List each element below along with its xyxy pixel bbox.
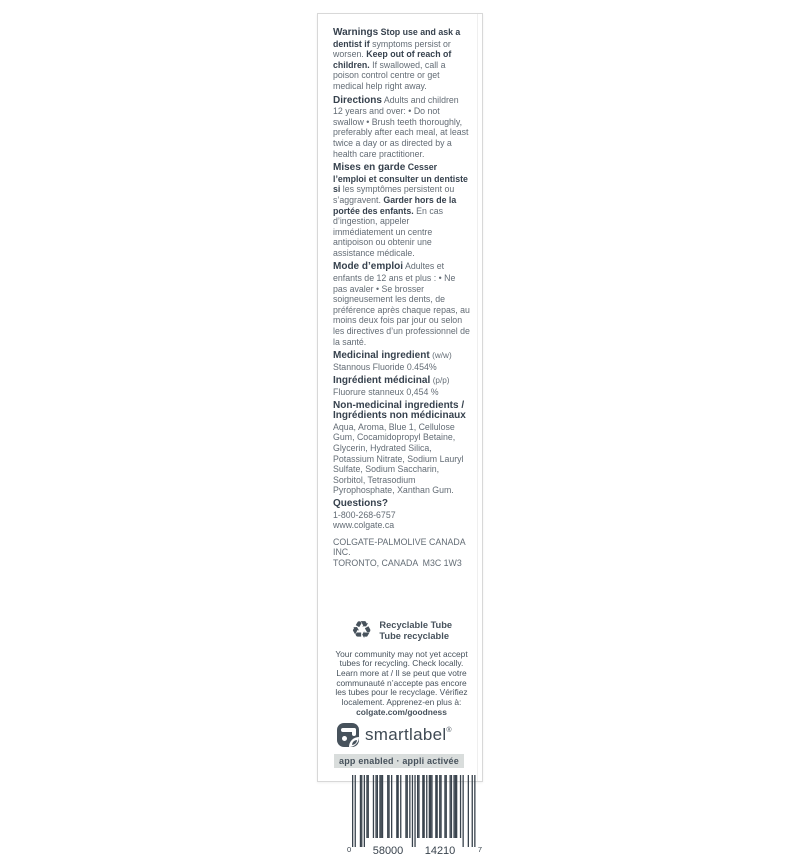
smartlabel-icon-band (341, 728, 356, 732)
medicinal-measure: (w/w) (432, 351, 452, 361)
questions-phone: 1-800-268-6757 (333, 509, 396, 520)
upc-barcode (344, 775, 482, 866)
mises-bold-lead: Cesser l’emploi et consulter un dentiste si (333, 162, 468, 195)
recycling-notice-en: Your community may not yet accept tubes for recycling. Check locally. Learn more at / (335, 648, 468, 678)
warnings-text: symptoms persist or worsen. (333, 38, 451, 60)
questions-section (333, 499, 470, 531)
registered-mark: ® (446, 727, 452, 735)
medicinal-section (333, 350, 470, 372)
non-medicinal-list: Aqua, Aroma, Blue 1, Cellulose Gum, Cocamidopropyl Betaine, Glycerin, Hydrated Silica, Potassium Nitrate, Sodium Lauryl Sulfate, Sodium Saccharin, Sorbitol, Tetrasodium Pyrophosphate, Xanthan Gum. (333, 421, 464, 496)
product-box-back-panel (317, 13, 483, 858)
warnings-heading: Warnings (333, 27, 379, 38)
questions-heading: Questions? (333, 497, 389, 509)
recyclable-tube-label-fr: Tube recyclable (379, 630, 449, 641)
panel-content (318, 14, 482, 866)
directions-text: Adults and children 12 years and over: • Do not swallow • Brush teeth thoroughly, preferably after each meal, at least twice a day or as directed by a health care practitioner. (333, 94, 469, 159)
recycle-icon: ♻ (350, 616, 373, 644)
medicinal-fr-section (333, 375, 470, 397)
non-medicinal-heading-fr: Ingrédients non médicinaux (333, 410, 466, 422)
mode-heading: Mode d’emploi (333, 261, 403, 273)
recyclable-tube-label-en: Recyclable Tube (379, 619, 453, 630)
recycling-notice (333, 650, 470, 718)
barcode-group2: 14210 (424, 845, 456, 858)
warnings-section (333, 27, 470, 92)
warnings-text2: If swallowed, call a poison control centre or get medical help right away. (333, 59, 446, 91)
smartlabel-wordmark: smartlabel® (365, 725, 452, 745)
company-address (333, 537, 470, 569)
barcode-group1: 58000 (372, 845, 404, 858)
mode-demploi-section (333, 261, 470, 347)
medicinal-fr-heading: Ingrédient médicinal (333, 375, 431, 387)
medicinal-heading: Medicinal ingredient (333, 350, 430, 362)
smartlabel-icon (337, 723, 359, 747)
barcode-left-digit: 0 (347, 845, 352, 855)
company-city: TORONTO, CANADA M3C 1W3 (333, 557, 462, 568)
medicinal-fr-value: Fluorure stanneux 0,454 % (333, 387, 439, 397)
warnings-bold2: Keep out of reach of children. (333, 49, 452, 70)
mode-text: Adultes et enfants de 12 ans et plus : • Ne pas avaler • Se brosser soigneusement les dents, de préférence après chaque repas, au moins deux fois par jour ou selon les directives d’un professionnel de la santé. (333, 261, 470, 347)
smartlabel-row (337, 723, 470, 747)
medicinal-value: Stannous Fluoride 0.454% (333, 361, 437, 372)
mises-en-garde-section (333, 162, 470, 258)
questions-website: www.colgate.ca (333, 520, 395, 531)
non-medicinal-section (333, 401, 470, 496)
recyclable-tube-row (333, 616, 470, 644)
barcode-bars (352, 775, 476, 847)
company-name: COLGATE-PALMOLIVE CANADA INC. (333, 536, 466, 558)
smartlabel-leaf-icon (349, 737, 359, 747)
mises-text2: En cas d’ingestion, appeler immédiatement un centre antipoison ou obtenir une assistance médicale. (333, 205, 444, 258)
mises-bold2: Garder hors de la portée des enfants. (333, 194, 457, 216)
barcode-svg (344, 775, 484, 861)
warnings-bold-lead: Stop use and ask a dentist if (333, 27, 461, 49)
smartlabel-icon-dot (342, 736, 347, 741)
directions-section (333, 95, 470, 160)
medicinal-fr-measure: (p/p) (432, 376, 450, 386)
non-medicinal-heading-en: Non-medicinal ingredients / (333, 399, 465, 411)
smartlabel-tagline-bar: app enabled · appli activée (334, 754, 464, 768)
barcode-right-digit: 7 (477, 845, 482, 855)
recycling-link: colgate.com/goodness (356, 706, 447, 717)
directions-heading: Directions (333, 94, 382, 106)
recycling-notice-fr: Il se peut que votre communauté n’accepte pas encore les tubes pour le recyclage. Vérifiez localement. Apprenez-en plus à: (335, 667, 468, 708)
mises-heading: Mises en garde (333, 162, 406, 174)
mises-text: les symptômes persistent ou s’aggravent. (333, 184, 455, 205)
